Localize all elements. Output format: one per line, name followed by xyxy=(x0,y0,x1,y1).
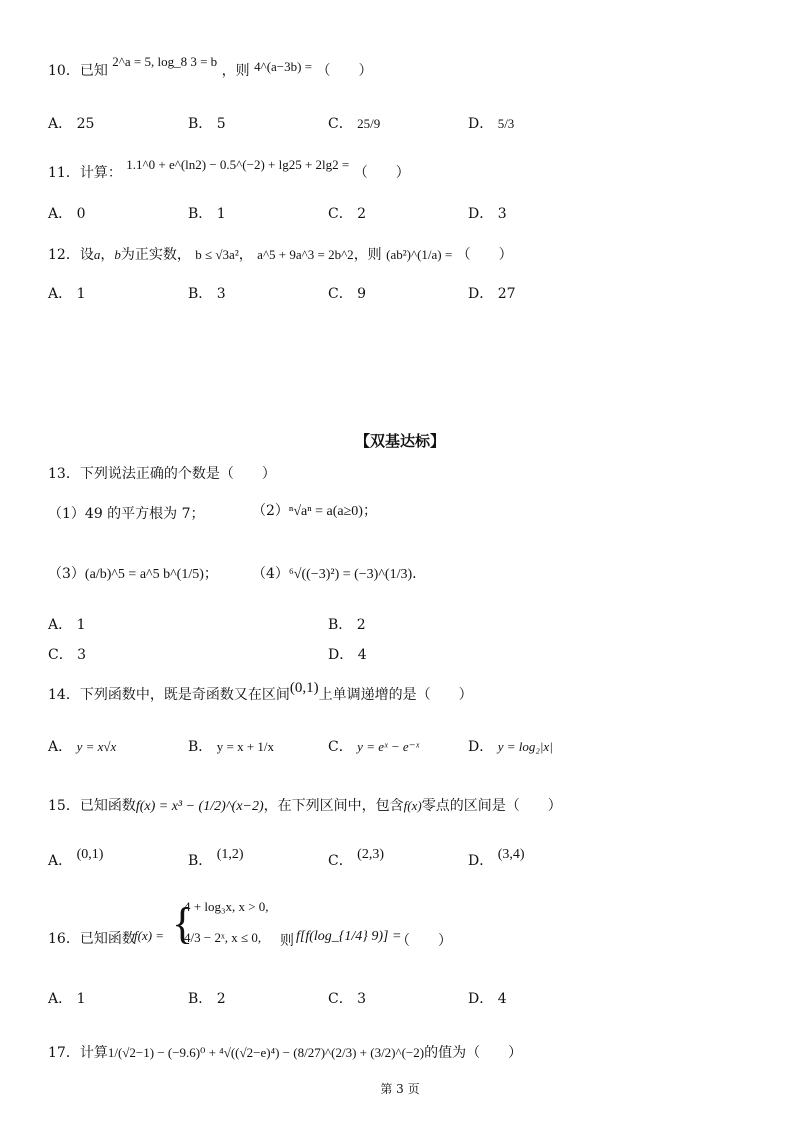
q11-stem: 11．计算： 1.1^0 + e^(ln2) − 0.5^(−2) + lg25 + 2lg2 = （ ） xyxy=(48,157,410,181)
q15-option-d: D． (3,4) xyxy=(468,847,525,869)
q14-option-d: D． y = log₂|x| xyxy=(468,739,553,755)
q16-then: 则 xyxy=(280,933,294,949)
q12-option-d: D． 27 xyxy=(468,286,516,302)
q10-option-a: A． 25 xyxy=(48,116,95,132)
q15-stem: 15．已知函数f(x) = x³ − (1/2)^(x−2)，在下列区间中，包含f(x)零点的区间是（ ） xyxy=(48,798,562,814)
q16-case-1: 4 + log₃x, x > 0, xyxy=(184,899,269,914)
q13-statement-3: （3）(a/b)^5 = a^5 b^(1/5)； xyxy=(48,566,218,582)
q13-option-c: C． 3 xyxy=(48,647,87,663)
q15-function: f(x) = x³ − (1/2)^(x−2) xyxy=(135,799,264,814)
q11-option-d: D． 3 xyxy=(468,206,507,222)
q11-option-a: A． 0 xyxy=(48,206,86,222)
q16-function-name: f(x) = xyxy=(134,928,165,943)
q14-stem: 14．下列函数中，既是奇函数又在区间(0,1)上单调递增的是（ ） xyxy=(48,680,473,703)
q12-option-c: C． 9 xyxy=(328,286,367,302)
page-number: 第 3 页 xyxy=(380,1082,420,1096)
q12-option-b: B． 3 xyxy=(188,286,226,302)
q15-option-a: A． (0,1) xyxy=(48,847,104,869)
q16-expression: f[f(log_{1/4} 9)] = xyxy=(296,929,402,944)
q10-stem: 10．已知 2^a = 5, log_8 3 = b ，则 4^(a−3b) = （ ） xyxy=(48,54,373,79)
q14-option-a: A． y = x√x xyxy=(48,739,117,755)
q11-option-c: C． 2 xyxy=(328,206,367,222)
q13-option-d: D． 4 xyxy=(328,647,367,663)
q14-option-c: C． y = eˣ − e⁻ˣ xyxy=(328,739,420,755)
q13-option-b: B． 2 xyxy=(328,617,366,633)
q17-stem: 17．计算1/(√2−1) − (−9.6)⁰ + ⁴√((√2−e)⁴) − (8/27)^(2/3) + (3/2)^(−2)的值为（ ） xyxy=(48,1045,523,1061)
q14-option-b: B． y = x + 1/x xyxy=(188,739,275,755)
q13-statement-2: （2）ⁿ√aⁿ = a(a≥0)； xyxy=(252,503,377,519)
q16-option-a: A． 1 xyxy=(48,991,86,1007)
q16-option-d: D． 4 xyxy=(468,991,507,1007)
q16-option-b: B． 2 xyxy=(188,991,226,1007)
q10-option-d: D． 5/3 xyxy=(468,116,515,132)
q13-option-a: A． 1 xyxy=(48,617,86,633)
q10-condition: 2^a = 5, log_8 3 = b xyxy=(112,54,218,69)
q17-expression: 1/(√2−1) − (−9.6)⁰ + ⁴√((√2−e)⁴) − (8/27)^(2/3) + (3/2)^(−2) xyxy=(107,1045,425,1060)
q10-option-b: B． 5 xyxy=(188,116,226,132)
q16-brace: { xyxy=(172,899,194,948)
q12-condition-2: a^5 + 9a^3 = 2b^2 xyxy=(257,247,354,262)
q10-expression: 4^(a−3b) = xyxy=(254,59,313,74)
q12-option-a: A． 1 xyxy=(48,286,86,302)
q15-option-b: B． (1,2) xyxy=(188,847,244,869)
q11-option-b: B． 1 xyxy=(188,206,226,222)
q12-condition-1: b ≤ √3a² xyxy=(195,247,239,262)
q10-option-c: C． 25/9 xyxy=(328,116,381,132)
q13-statement-1: （1）49 的平方根为 7； xyxy=(48,506,205,522)
q13-statement-4: （4）⁶√((−3)²) = (−3)^(1/3). xyxy=(252,566,417,582)
q14-interval: (0,1) xyxy=(289,680,319,696)
q12-expression: (ab²)^(1/a) = xyxy=(386,247,453,262)
section-title: 【双基达标】 xyxy=(354,432,445,450)
q16-option-c: C． 3 xyxy=(328,991,367,1007)
q16-label: 16．已知函数 xyxy=(48,931,136,947)
q12-stem: 12．设a，b为正实数， b ≤ √3a²， a^5 + 9a^3 = 2b^2，则 (ab²)^(1/a) = （ ） xyxy=(48,247,513,263)
q16-case-2: 4/3 − 2ˣ, x ≤ 0, xyxy=(184,930,262,945)
q16-paren: （ ） xyxy=(396,933,452,949)
q15-option-c: C． (2,3) xyxy=(328,847,384,869)
q11-expression: 1.1^0 + e^(ln2) − 0.5^(−2) + lg25 + 2lg2 = xyxy=(126,157,350,172)
q13-stem: 13．下列说法正确的个数是（ ） xyxy=(48,466,276,482)
